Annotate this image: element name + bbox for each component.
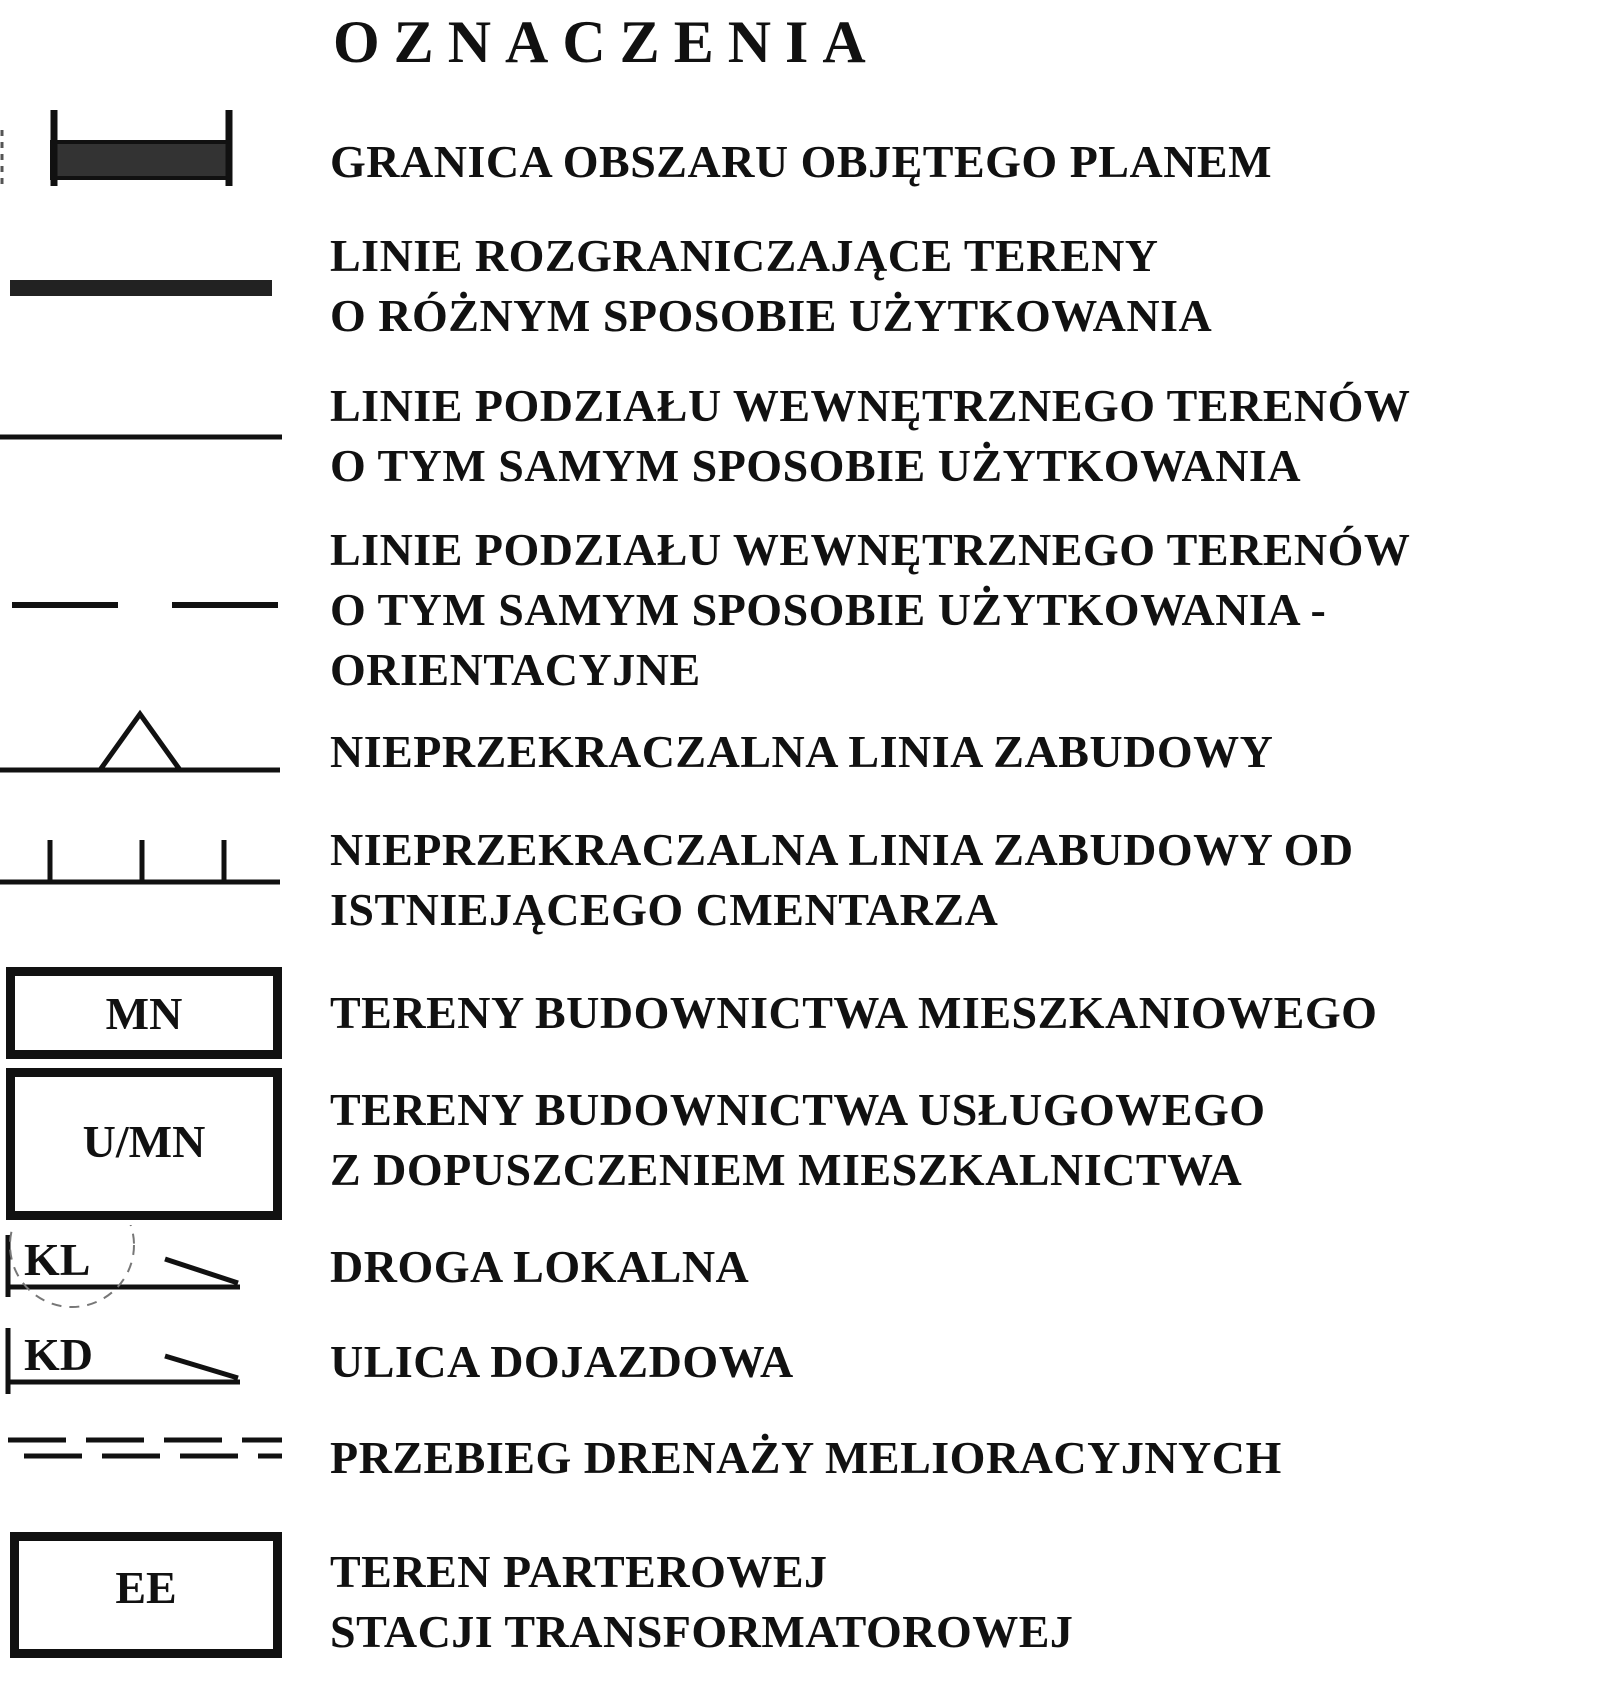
legend-label-line: LINIE PODZIAŁU WEWNĘTRZNEGO TERENÓW [330,524,1411,575]
legend-label-line: ISTNIEJĄCEGO CMENTARZA [330,884,999,935]
legend-item-cemetery-building-line [0,820,1621,960]
zone-code: U/MN [82,1116,206,1167]
boundary-bracket-icon [0,110,260,200]
legend-label-line: LINIE PODZIAŁU WEWNĘTRZNEGO TERENÓW [330,380,1411,431]
legend-item-drainage [0,1420,1621,1510]
legend-title: OZNACZENIA [333,9,880,75]
zone-code: EE [115,1562,177,1613]
legend-label-line: STACJI TRANSFORMATOROWEJ [330,1606,1074,1657]
legend-item-building-line [0,700,1621,790]
legend-label-line: GRANICA OBSZARU OBJĘTEGO PLANEM [330,136,1273,187]
tick-line-icon [0,820,290,960]
thick-line-icon [0,218,280,358]
legend-label-line: LINIE ROZGRANICZAJĄCE TERENY [330,230,1159,281]
legend-label-line: O TYM SAMYM SPOSOBIE UŻYTKOWANIA - [330,584,1327,635]
zone-code: MN [105,987,183,1039]
legend-label-line: DROGA LOKALNA [330,1241,750,1292]
legend-item-transformer [0,1530,1621,1660]
legend-item-access-street [0,1320,1621,1410]
legend-label-line: O RÓŻNYM SPOSOBIE UŻYTKOWANIA [330,290,1213,341]
legend-label-line: ORIENTACYJNE [330,644,701,695]
dashed-line-icon [0,520,290,710]
drainage-line-icon [0,1420,290,1510]
road-code: KL [24,1234,91,1285]
legend-item-internal-division-approx [0,520,1621,710]
legend-item-boundary [0,110,1621,200]
legend-label-line: ULICA DOJAZDOWA [330,1336,794,1387]
thin-line-icon [0,370,290,510]
zone-box-icon [6,967,282,1059]
zone-box-icon [6,1068,282,1220]
legend-label-line: TEREN PARTEROWEJ [330,1546,828,1597]
zone-box-icon [10,1532,282,1658]
legend-item-internal-division [0,370,1621,510]
legend-label-line: NIEPRZEKRACZALNA LINIA ZABUDOWY OD [330,824,1354,875]
legend-label-line: Z DOPUSZCZENIEM MIESZKALNICTWA [330,1144,1243,1195]
legend-label-line: TERENY BUDOWNICTWA MIESZKANIOWEGO [330,987,1378,1038]
legend-item-local-road [0,1225,1621,1315]
legend-label-line: PRZEBIEG DRENAŻY MELIORACYJNYCH [330,1432,1282,1483]
road-code: KD [24,1329,93,1380]
legend-label-line: NIEPRZEKRACZALNA LINIA ZABUDOWY [330,726,1274,777]
legend-item-boundary-lines [0,218,1621,358]
legend-label-line: O TYM SAMYM SPOSOBIE UŻYTKOWANIA [330,440,1302,491]
legend-label-line: TERENY BUDOWNICTWA USŁUGOWEGO [330,1084,1266,1135]
legend-item-residential [0,965,1621,1065]
legend-item-service [0,1066,1621,1226]
triangle-line-icon [0,700,290,790]
